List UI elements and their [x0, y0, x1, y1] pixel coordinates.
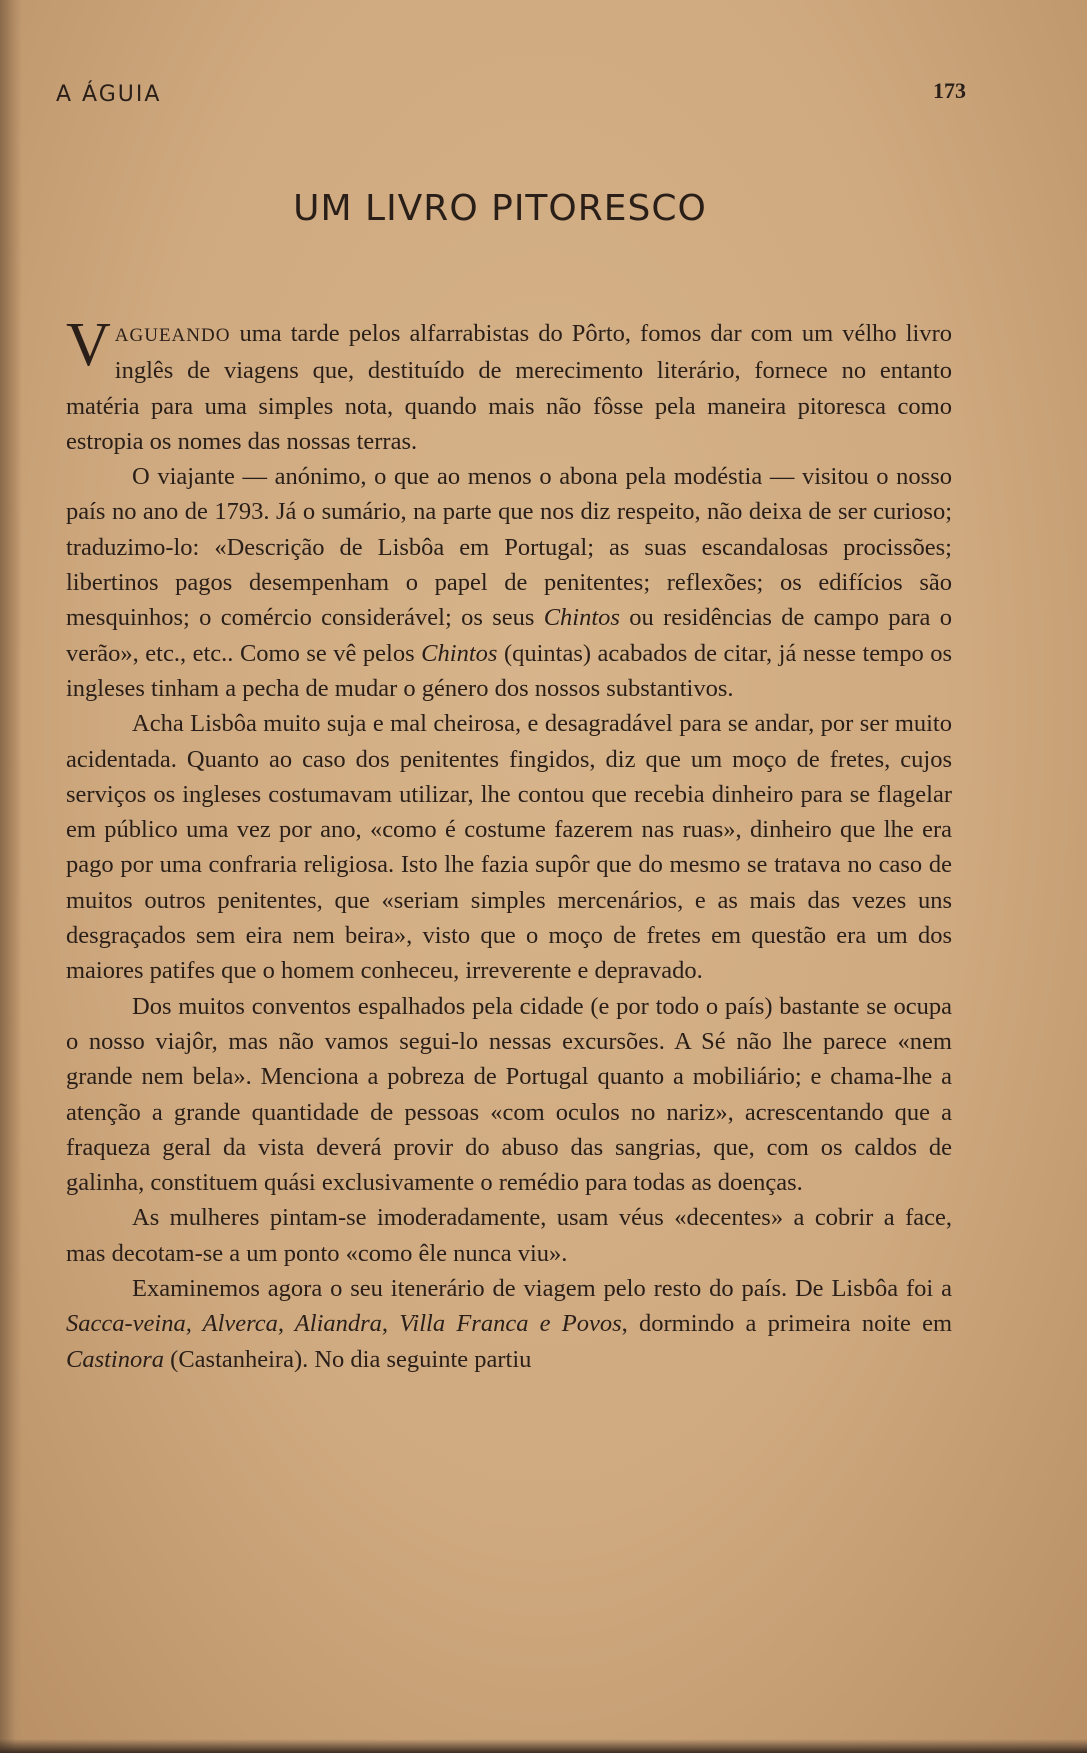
paragraph-5: As mulheres pintam-se imoderadamente, usam véus «decentes» a cobrir a face, mas decotam-se a um ponto «como êle nunca viu». — [66, 1204, 952, 1267]
running-head: A ÁGUIA — [56, 82, 162, 107]
page-left-edge — [0, 0, 22, 1753]
lead-smallcaps: AGUEANDO — [114, 325, 231, 346]
paragraph-6-text-b: , dormindo a primeira noite em — [621, 1310, 952, 1338]
drop-cap: V — [66, 311, 111, 379]
castinora-italic: Castinora — [66, 1345, 165, 1373]
paragraph-6-text-a: Examinemos agora o seu itenerário de viagem pelo resto do país. De Lisbôa foi a — [132, 1275, 952, 1303]
page-header — [56, 78, 966, 112]
paragraph-2-text-c: (quintas) acabados de citar, já nesse tempo os ingleses tinham a pecha de mudar o género dos nossos substantivos. — [66, 639, 952, 702]
place-names-italic: Sacca-veina, Alverca, Aliandra, Villa Franca e Povos — [66, 1310, 622, 1338]
paragraph-2-text-b: ou residências de campo para o verão», etc., etc.. Como se vê pelos — [66, 604, 952, 667]
page-number: 173 — [933, 78, 966, 103]
paragraph-4: Dos muitos conventos espalhados pela cidade (e por todo o país) bastante se ocupa o nosso viajôr, mas não vamos segui-lo nessas excursões. A Sé não lhe parece «nem grande nem bela». Menciona a pobreza de Portugal quanto a mobiliário; e chama-lhe a atenção a grande quantidade de pessoas «com oculos no nariz», acrescentando que a fraqueza geral da vista deverá provir do abuso das sangrias, que, com os caldos de galinha, constituem quási exclusivamente o remédio para todas as doenças. — [66, 992, 952, 1197]
paragraph-6 — [66, 1271, 952, 1377]
article-body — [66, 311, 952, 1377]
paragraph-1-text: uma tarde pelos alfarrabistas do Pôrto, fomos dar com um vélho livro inglês de viagens que, destituído de merecimento literário, fornece no entanto matéria para uma simples nota, quando mais não fôsse pela maneira pitoresca como estropia os nomes das nossas terras. — [66, 320, 952, 455]
paragraph-6-text-c: (Castanheira). No dia seguinte partiu — [164, 1345, 532, 1373]
paragraph-3: Acha Lisbôa muito suja e mal cheirosa, e desagradável para se andar, por ser muito acidentada. Quanto ao caso dos penitentes fingidos, diz que um moço de fretes, cujos serviços os ingleses costumavam utilizar, lhe contou que recebia dinheiro para se flagelar em público uma vez por ano, «como é costume fazerem nas ruas», dinheiro que lhe era pago por uma confraria religiosa. Isto lhe fazia supôr que do mesmo se tratava no caso de muitos outros penitentes, que «seriam simples mercenários, e as mais das vezes uns desgraçados sem eira nem beira», visto que o moço de fretes em questão era um dos maiores patifes que o homem conheceu, irreverente e depravado. — [66, 710, 952, 985]
paragraph-1 — [66, 311, 952, 459]
chintos-italic-1: Chintos — [543, 604, 620, 632]
paragraph-2-text-a: O viajante — anónimo, o que ao menos o abona pela modéstia — visitou o nosso país no ano de 1793. Já o sumário, na parte que nos diz respeito, não deixa de ser curioso; traduzimo-lo: «Descrição de Lisbôa em Portugal; as suas escandalosas procissões; libertinos pagos desempenham o papel de penitentes; reflexões; os edifícios são mesquinhos; o comércio considerável; os seus — [66, 463, 952, 632]
article-title: UM LIVRO PITORESCO — [293, 188, 707, 229]
page-bottom-edge — [0, 1739, 1087, 1753]
paragraph-2 — [66, 459, 952, 706]
chintos-italic-2: Chintos — [421, 639, 498, 667]
